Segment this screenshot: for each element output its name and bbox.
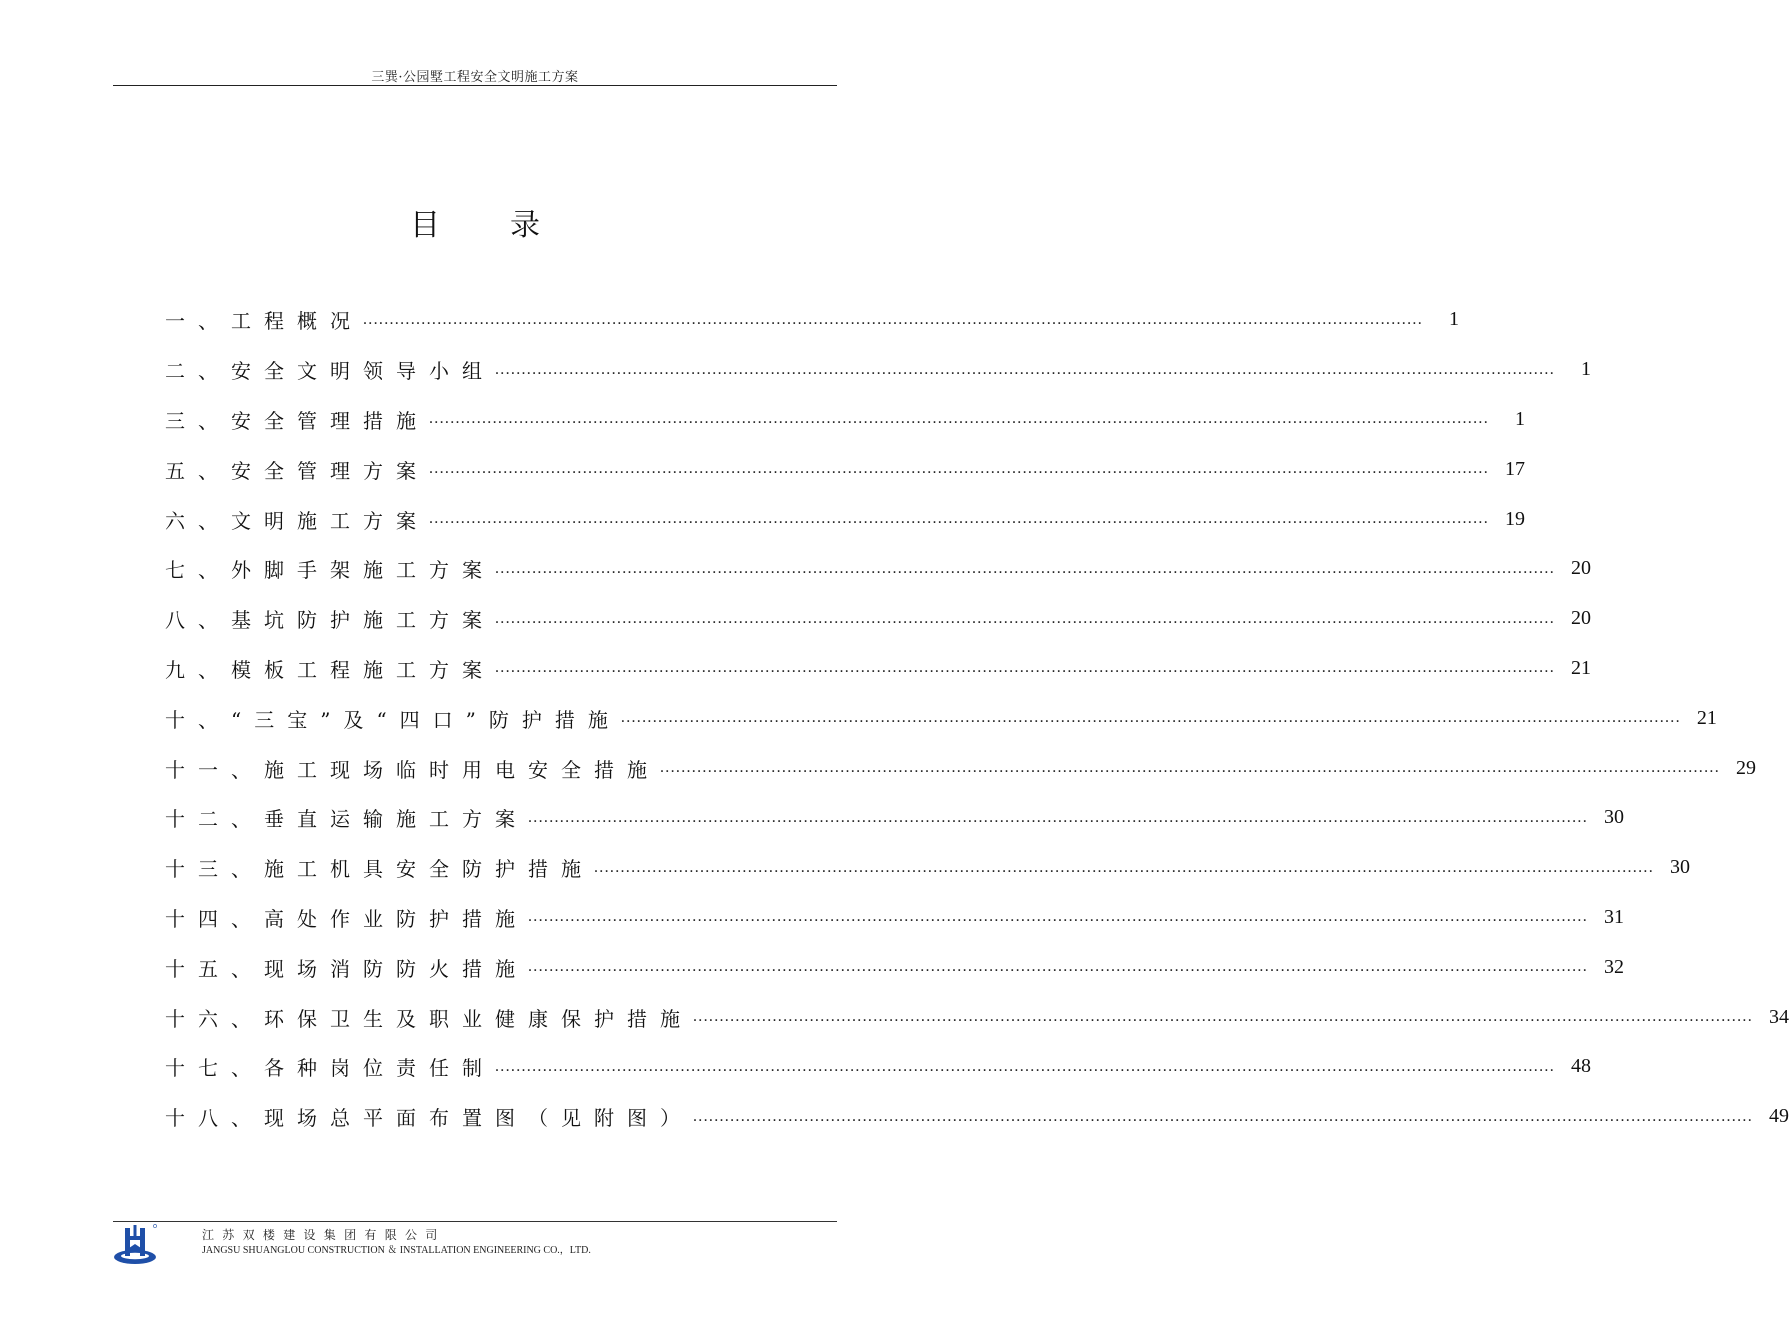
toc-entry[interactable] [165, 295, 1459, 345]
toc-entry-label: 十二、垂直运输施工方案 [165, 807, 528, 832]
toc-title [0, 200, 950, 244]
logo-center-spire [134, 1225, 137, 1236]
toc-leader-dots: ........................................................................................................................................................................................................ [429, 410, 1489, 428]
toc-entry-page: 49 [1769, 1105, 1789, 1128]
toc-entry[interactable] [165, 992, 1789, 1042]
footer-company-name-en: JANGSU SHUANGLOU CONSTRUCTION ＆ INSTALLATION ENGINEERING CO.，LTD. [202, 1245, 591, 1256]
toc-entry-label: 十一、施工现场临时用电安全措施 [165, 757, 660, 782]
toc-entry[interactable] [165, 544, 1591, 594]
toc-entry-page: 30 [1604, 806, 1624, 829]
toc-entry[interactable] [165, 843, 1690, 893]
toc-entry[interactable] [165, 345, 1591, 395]
toc-entry-page: 30 [1670, 856, 1690, 879]
toc-leader-dots: ........................................................................................................................................................................................................ [528, 808, 1588, 826]
toc-entry-label: 十六、环保卫生及职业健康保护措施 [165, 1006, 693, 1031]
toc-leader-dots: ........................................................................................................................................................................................................ [495, 659, 1555, 677]
toc-leader-dots: ........................................................................................................................................................................................................ [528, 958, 1588, 976]
toc-entry-page: 34 [1769, 1005, 1789, 1028]
toc-leader-dots: ........................................................................................................................................................................................................ [495, 1057, 1555, 1075]
table-of-contents [165, 295, 1789, 1142]
toc-entry-page: 48 [1571, 1055, 1591, 1078]
toc-entry[interactable] [165, 793, 1624, 843]
company-logo-icon [113, 1222, 161, 1266]
toc-title-char-1: 目 [410, 208, 440, 243]
toc-entry-label: 三、安全管理措施 [165, 408, 429, 433]
toc-entry-page: 29 [1736, 756, 1756, 779]
toc-leader-dots: ........................................................................................................................................................................................................ [594, 858, 1654, 876]
toc-leader-dots: ........................................................................................................................................................................................................ [363, 310, 1423, 328]
toc-entry-label: 二、安全文明领导小组 [165, 359, 495, 384]
toc-title-char-2: 录 [510, 208, 540, 243]
toc-entry-label: 十八、现场总平面布置图（见附图） [165, 1106, 693, 1131]
toc-entry[interactable] [165, 594, 1591, 644]
toc-entry[interactable] [165, 644, 1591, 694]
toc-leader-dots: ........................................................................................................................................................................................................ [660, 759, 1720, 777]
toc-leader-dots: ........................................................................................................................................................................................................ [528, 908, 1588, 926]
toc-entry-label: 六、文明施工方案 [165, 508, 429, 533]
toc-entry-page: 20 [1571, 557, 1591, 580]
toc-entry-label: 七、外脚手架施工方案 [165, 558, 495, 583]
toc-entry-page: 21 [1696, 706, 1717, 729]
page-header-title: 三巽·公园墅工程安全文明施工方案 [371, 70, 579, 85]
toc-entry-page: 32 [1604, 955, 1624, 978]
toc-leader-dots: ........................................................................................................................................................................................................ [495, 559, 1555, 577]
toc-entry-page: 17 [1505, 457, 1525, 480]
toc-entry-label: 一、工程概况 [165, 309, 363, 334]
toc-entry-page: 21 [1571, 656, 1591, 679]
toc-leader-dots: ........................................................................................................................................................................................................ [495, 609, 1555, 627]
toc-leader-dots: ........................................................................................................................................................................................................ [693, 1008, 1753, 1026]
toc-entry[interactable] [165, 444, 1525, 494]
toc-entry[interactable] [165, 743, 1756, 793]
toc-entry[interactable] [165, 942, 1624, 992]
toc-entry-label: 十、“三宝”及“四口”防护措施 [165, 707, 621, 732]
toc-entry-page: 1 [1449, 308, 1459, 331]
logo-crossbar [125, 1236, 145, 1240]
toc-entry[interactable] [165, 693, 1717, 743]
toc-entry[interactable] [165, 395, 1525, 445]
toc-entry[interactable] [165, 1092, 1789, 1142]
toc-entry-label: 五、安全管理方案 [165, 458, 429, 483]
toc-leader-dots: ........................................................................................................................................................................................................ [429, 460, 1489, 478]
toc-entry-label: 十三、施工机具安全防护措施 [165, 857, 594, 882]
registered-mark [153, 1224, 156, 1227]
footer-company-name-cn: 江苏双楼建设集团有限公司 [202, 1228, 446, 1242]
toc-entry-label: 十七、各种岗位责任制 [165, 1056, 495, 1081]
toc-entry-page: 1 [1581, 358, 1591, 381]
toc-entry[interactable] [165, 893, 1624, 943]
toc-leader-dots: ........................................................................................................................................................................................................ [429, 510, 1489, 528]
toc-entry-page: 19 [1505, 507, 1525, 530]
toc-entry-label: 八、基坑防护施工方案 [165, 608, 495, 633]
footer-divider [113, 1221, 837, 1222]
toc-leader-dots: ........................................................................................................................................................................................................ [693, 1107, 1753, 1125]
toc-entry-page: 31 [1604, 905, 1624, 928]
toc-entry-page: 20 [1571, 607, 1591, 630]
toc-entry-page: 1 [1515, 407, 1525, 430]
toc-entry-label: 十四、高处作业防护措施 [165, 906, 528, 931]
toc-entry[interactable] [165, 494, 1525, 544]
toc-leader-dots: ........................................................................................................................................................................................................ [495, 360, 1555, 378]
toc-entry[interactable] [165, 1042, 1591, 1092]
toc-entry-label: 十五、现场消防防火措施 [165, 956, 528, 981]
toc-entry-label: 九、模板工程施工方案 [165, 657, 495, 682]
toc-leader-dots: ........................................................................................................................................................................................................ [620, 709, 1681, 727]
header-divider [113, 85, 837, 86]
